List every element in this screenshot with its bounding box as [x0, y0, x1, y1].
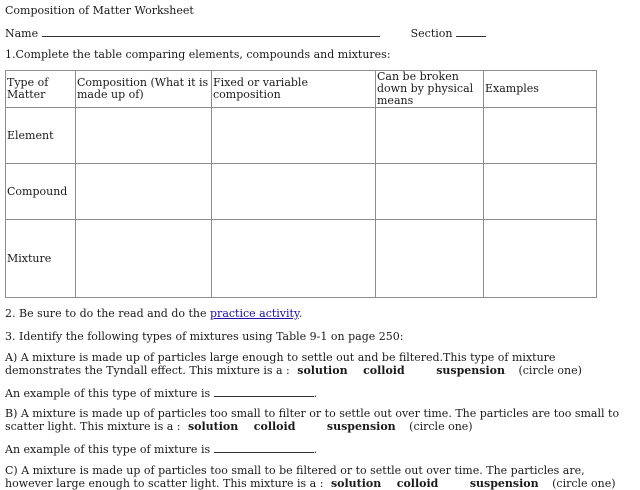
name-label: Name	[5, 27, 39, 40]
option-solution[interactable]: solution	[330, 477, 382, 490]
worksheet-title: Composition of Matter Worksheet	[5, 4, 194, 17]
answer-cell[interactable]	[76, 220, 212, 298]
option-solution[interactable]: solution	[297, 364, 348, 377]
name-section-row	[5, 26, 486, 40]
row-label-mixture: Mixture	[6, 220, 76, 298]
name-blank[interactable]	[42, 26, 380, 37]
table-header-row	[6, 71, 597, 108]
q3-c-text: C) A mixture is made up of particles too small to be filtered or to settle out over time. The particles are, however large enough to scatter light. This mixture is a :	[5, 464, 585, 490]
q3-prompt: 3. Identify the following types of mixtures using Table 9-1 on page 250:	[5, 330, 404, 343]
table-row	[6, 108, 597, 164]
q3-part-b	[5, 407, 635, 433]
header-cell-examples: Examples	[484, 71, 597, 108]
practice-activity-link[interactable]: practice activity	[210, 307, 299, 320]
header-cell-physical-means: Can be broken down by physical means	[376, 71, 484, 108]
q3-part-c	[5, 464, 635, 490]
header-cell-type: Type of Matter	[6, 71, 76, 108]
answer-cell[interactable]	[212, 164, 376, 220]
answer-cell[interactable]	[484, 164, 597, 220]
option-suspension[interactable]: suspension	[326, 420, 396, 433]
q2-text: 2. Be sure to do the read and do the	[5, 307, 207, 320]
table-row	[6, 164, 597, 220]
answer-cell[interactable]	[484, 220, 597, 298]
answer-cell[interactable]	[212, 108, 376, 164]
q3-b-text: B) A mixture is made up of particles too small to filter or to settle out over time. The particles are too small to scatter light. This mixture is a :	[5, 407, 620, 433]
row-label-compound: Compound	[6, 164, 76, 220]
q3-part-a	[5, 351, 635, 377]
answer-cell[interactable]	[76, 164, 212, 220]
option-colloid[interactable]: colloid	[363, 364, 405, 377]
q3-a-example: An example of this type of mixture is .	[5, 387, 318, 400]
option-solution[interactable]: solution	[187, 420, 239, 433]
example-blank[interactable]	[214, 442, 314, 453]
q3-b-example: An example of this type of mixture is .	[5, 443, 318, 456]
option-suspension[interactable]: suspension	[469, 477, 539, 490]
example-blank[interactable]	[214, 386, 314, 397]
q1-prompt: 1.Complete the table comparing elements, compounds and mixtures:	[5, 48, 391, 61]
answer-cell[interactable]	[376, 108, 484, 164]
matter-comparison-table	[5, 70, 597, 298]
header-cell-fixed-variable: Fixed or variable composition	[212, 71, 376, 108]
q2-period: .	[298, 307, 303, 320]
q3-a-text: A) A mixture is made up of particles large enough to settle out and be filtered.This type of mixture demonstrates the Tyndall effect. This mixture is a :	[5, 351, 556, 377]
header-cell-composition: Composition (What it is made up of)	[76, 71, 212, 108]
option-colloid[interactable]: colloid	[396, 477, 439, 490]
answer-cell[interactable]	[484, 108, 597, 164]
option-suspension[interactable]: suspension	[436, 364, 505, 377]
example-label: An example of this type of mixture is	[5, 443, 211, 456]
circle-note: (circle one)	[518, 364, 582, 377]
section-blank[interactable]	[456, 26, 486, 37]
circle-note: (circle one)	[552, 477, 616, 490]
answer-cell[interactable]	[376, 164, 484, 220]
section-label: Section	[410, 27, 453, 40]
table-row	[6, 220, 597, 298]
example-label: An example of this type of mixture is	[5, 387, 211, 400]
option-colloid[interactable]: colloid	[253, 420, 296, 433]
row-label-element: Element	[6, 108, 76, 164]
answer-cell[interactable]	[212, 220, 376, 298]
answer-cell[interactable]	[376, 220, 484, 298]
q2-line	[5, 307, 302, 320]
answer-cell[interactable]	[76, 108, 212, 164]
circle-note: (circle one)	[409, 420, 473, 433]
